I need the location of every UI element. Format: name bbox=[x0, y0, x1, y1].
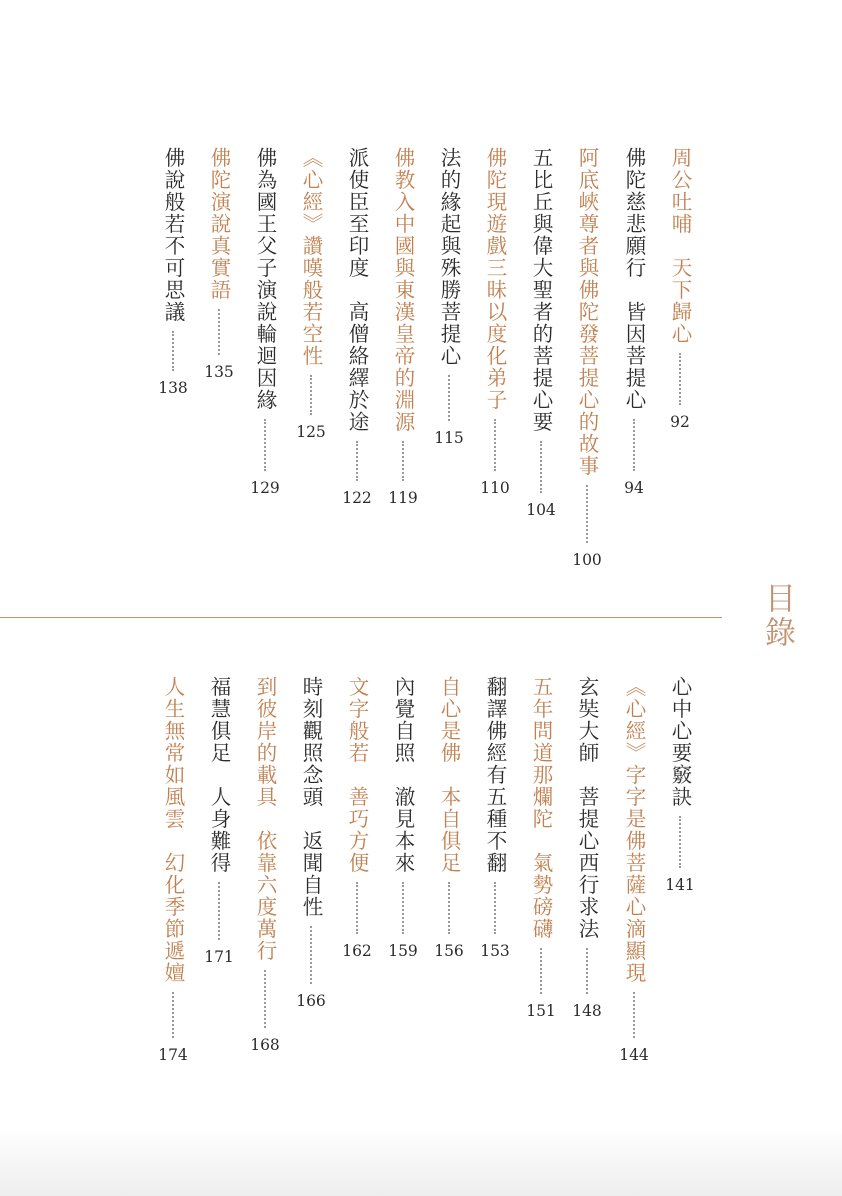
dot-leader bbox=[448, 375, 450, 421]
toc-entry-title: 佛教入中國與東漢皇帝的淵源 bbox=[391, 147, 415, 433]
toc-page-number: 159 bbox=[388, 942, 418, 960]
page-bottom-shade bbox=[0, 1126, 842, 1196]
dot-leader bbox=[540, 441, 542, 493]
toc-entry-title: 周公吐哺 天下歸心 bbox=[668, 147, 692, 345]
toc-entry[interactable] bbox=[202, 676, 236, 966]
dot-leader bbox=[402, 882, 404, 934]
toc-page-number: 119 bbox=[388, 489, 418, 507]
toc-page-number: 156 bbox=[434, 942, 464, 960]
toc-entry-title: 佛說般若不可思議 bbox=[161, 147, 185, 323]
toc-entry-title: 文字般若 善巧方便 bbox=[345, 676, 369, 874]
toc-entry[interactable] bbox=[663, 676, 697, 894]
dot-leader bbox=[679, 816, 681, 868]
toc-entry[interactable] bbox=[386, 676, 420, 960]
toc-entry[interactable] bbox=[617, 147, 651, 497]
toc-page-number: 135 bbox=[204, 363, 234, 381]
toc-entry-title: 到彼岸的載具 依靠六度萬行 bbox=[253, 676, 277, 962]
dot-leader bbox=[633, 992, 635, 1038]
toc-entry[interactable] bbox=[294, 147, 328, 441]
dot-leader bbox=[264, 970, 266, 1028]
toc-entry-title: 佛為國王父子演說輪迴因緣 bbox=[253, 147, 277, 411]
dot-leader bbox=[264, 419, 266, 471]
dot-leader bbox=[172, 331, 174, 371]
toc-entry-title: 佛陀現遊戲三昧以度化弟子 bbox=[483, 147, 507, 411]
toc-entry[interactable] bbox=[340, 676, 374, 960]
toc-page-number: 92 bbox=[670, 413, 690, 431]
toc-page-number: 144 bbox=[619, 1046, 649, 1064]
toc-page-number: 151 bbox=[526, 1002, 556, 1020]
toc-entry-title: 時刻觀照念頭 返聞自性 bbox=[299, 676, 323, 918]
toc-entry[interactable] bbox=[294, 676, 328, 1010]
toc-page-number: 110 bbox=[480, 479, 510, 497]
toc-entry-title: 福慧俱足 人身難得 bbox=[207, 676, 231, 874]
toc-page-number: 166 bbox=[296, 992, 326, 1010]
dot-leader bbox=[310, 375, 312, 415]
toc-entry-title: 佛陀慈悲願行 皆因菩提心 bbox=[622, 147, 646, 411]
toc-page-number: 138 bbox=[158, 379, 188, 397]
dot-leader bbox=[679, 353, 681, 405]
toc-entry-title: 《心經》字字是佛菩薩心滴顯現 bbox=[622, 676, 646, 984]
toc-entry-title: 五年問道那爛陀 氣勢磅礴 bbox=[529, 676, 553, 940]
toc-entry[interactable] bbox=[432, 147, 466, 447]
toc-page-number: 94 bbox=[624, 479, 644, 497]
dot-leader bbox=[586, 948, 588, 994]
toc-entry[interactable] bbox=[478, 147, 512, 497]
dot-leader bbox=[218, 309, 220, 355]
toc-entry-title: 派使臣至印度 高僧絡繹於途 bbox=[345, 147, 369, 433]
toc-entry[interactable] bbox=[570, 147, 604, 569]
toc-page-number: 171 bbox=[204, 948, 234, 966]
dot-leader bbox=[633, 419, 635, 471]
toc-page-number: 141 bbox=[665, 876, 695, 894]
toc-page-number: 115 bbox=[434, 429, 464, 447]
toc-entry-title: 人生無常如風雲 幻化季節遞嬗 bbox=[161, 676, 185, 984]
toc-entry-title: 法的緣起與殊勝菩提心 bbox=[437, 147, 461, 367]
toc-entry[interactable] bbox=[248, 147, 282, 497]
dot-leader bbox=[310, 926, 312, 984]
toc-page-number: 100 bbox=[572, 551, 602, 569]
toc-entry[interactable] bbox=[202, 147, 236, 381]
dot-leader bbox=[494, 419, 496, 471]
dot-leader bbox=[540, 948, 542, 994]
toc-entry-title: 阿底峽尊者與佛陀發菩提心的故事 bbox=[575, 147, 599, 477]
toc-entry[interactable] bbox=[248, 676, 282, 1054]
toc-page-number: 162 bbox=[342, 942, 372, 960]
toc-entry-title: 心中心要竅訣 bbox=[668, 676, 692, 808]
toc-page-number: 174 bbox=[158, 1046, 188, 1064]
dot-leader bbox=[494, 882, 496, 934]
toc-page-number: 104 bbox=[526, 501, 556, 519]
dot-leader bbox=[448, 882, 450, 934]
toc-entry[interactable] bbox=[156, 676, 190, 1064]
toc-entry-title: 玄奘大師 菩提心西行求法 bbox=[575, 676, 599, 940]
toc-entry[interactable] bbox=[340, 147, 374, 507]
section-divider bbox=[0, 617, 722, 618]
toc-entry[interactable] bbox=[663, 147, 697, 431]
toc-entry-title: 佛陀演說真實語 bbox=[207, 147, 231, 301]
dot-leader bbox=[218, 882, 220, 940]
toc-heading: 目錄 bbox=[759, 582, 795, 650]
toc-page-number: 122 bbox=[342, 489, 372, 507]
toc-entry[interactable] bbox=[617, 676, 651, 1064]
toc-entry[interactable] bbox=[524, 676, 558, 1020]
dot-leader bbox=[172, 992, 174, 1038]
dot-leader bbox=[356, 441, 358, 481]
toc-entry[interactable] bbox=[478, 676, 512, 960]
dot-leader bbox=[402, 441, 404, 481]
toc-entry[interactable] bbox=[524, 147, 558, 519]
dot-leader bbox=[356, 882, 358, 934]
toc-page-number: 148 bbox=[572, 1002, 602, 1020]
toc-entry-title: 翻譯佛經有五種不翻 bbox=[483, 676, 507, 874]
toc-page-number: 129 bbox=[250, 479, 280, 497]
toc-page-number: 153 bbox=[480, 942, 510, 960]
toc-entry[interactable] bbox=[570, 676, 604, 1020]
toc-entry-title: 內覺自照 澈見本來 bbox=[391, 676, 415, 874]
toc-entry-title: 自心是佛 本自俱足 bbox=[437, 676, 461, 874]
toc-entry[interactable] bbox=[386, 147, 420, 507]
toc-page-number: 125 bbox=[296, 423, 326, 441]
toc-entry[interactable] bbox=[156, 147, 190, 397]
dot-leader bbox=[586, 485, 588, 543]
toc-entry-title: 五比丘與偉大聖者的菩提心要 bbox=[529, 147, 553, 433]
toc-entry-title: 《心經》讚嘆般若空性 bbox=[299, 147, 323, 367]
toc-page-number: 168 bbox=[250, 1036, 280, 1054]
toc-entry[interactable] bbox=[432, 676, 466, 960]
